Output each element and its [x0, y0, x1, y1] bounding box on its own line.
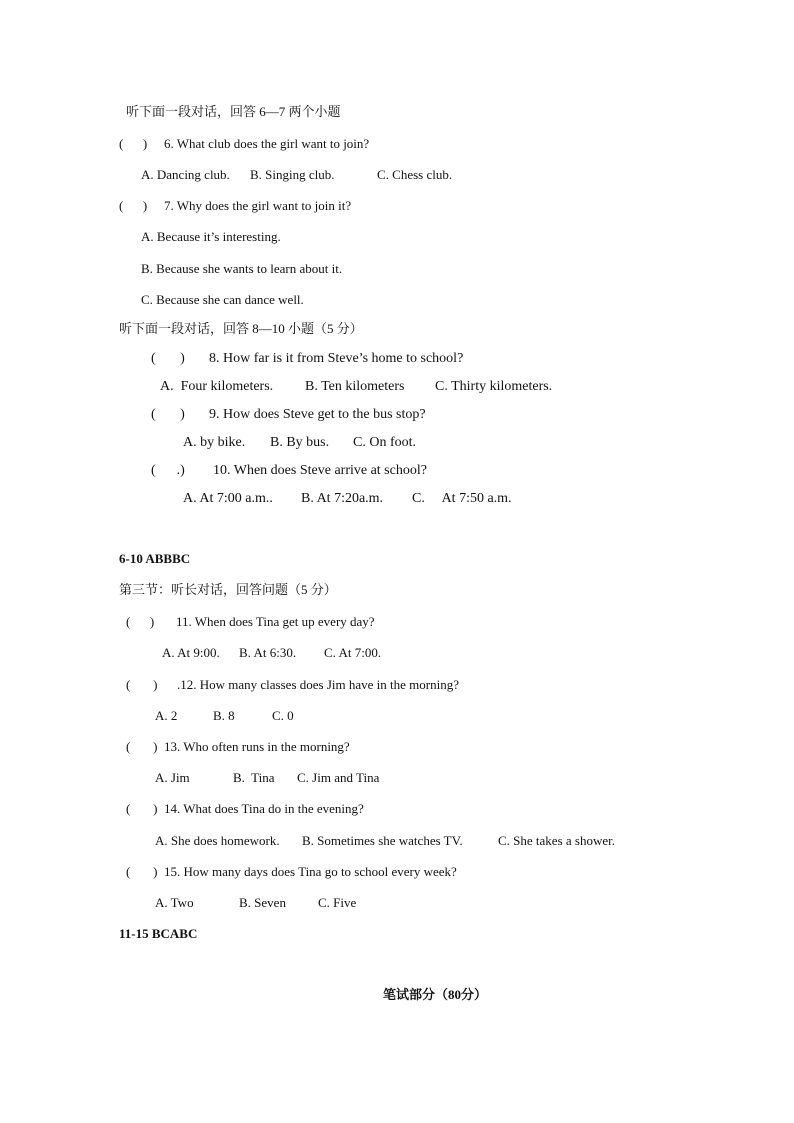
- option-11a: A. At 9:00.: [162, 645, 220, 660]
- answer-key-11-15: 11-15 BCABC: [119, 926, 198, 941]
- option-12c: C. 0: [272, 708, 294, 723]
- option-7c: C. Because she can dance well.: [141, 292, 304, 307]
- option-6a: A. Dancing club.: [141, 167, 230, 182]
- question-13: 13. Who often runs in the morning?: [164, 739, 350, 754]
- question-10: 10. When does Steve arrive at school?: [213, 463, 427, 478]
- option-15a: A. Two: [155, 895, 194, 910]
- option-9c: C. On foot.: [353, 435, 416, 450]
- question-9: 9. How does Steve get to the bus stop?: [209, 407, 426, 422]
- option-15c: C. Five: [318, 895, 357, 910]
- answer-paren-q15: ( ): [126, 864, 158, 879]
- option-8c: C. Thirty kilometers.: [435, 379, 553, 394]
- question-7: 7. Why does the girl want to join it?: [164, 198, 352, 213]
- question-15: 15. How many days does Tina go to school every week?: [164, 864, 457, 879]
- option-12a: A. 2: [155, 708, 178, 723]
- option-10c: C. At 7:50 a.m.: [412, 491, 512, 506]
- answer-paren-q14: ( ): [126, 801, 158, 816]
- option-7b: B. Because she wants to learn about it.: [141, 261, 343, 276]
- answer-paren-q9: ( ): [151, 407, 185, 422]
- answer-paren-q7: ( ): [119, 198, 148, 213]
- option-13a: A. Jim: [155, 770, 190, 785]
- answer-key-6-10: 6-10 ABBBC: [119, 551, 191, 566]
- option-6c: C. Chess club.: [377, 167, 453, 182]
- answer-paren-q12: ( ): [126, 677, 158, 692]
- option-15b: B. Seven: [239, 895, 286, 910]
- section-heading-6-7: 听下面一段对话，回答 6—7 两个小题: [126, 104, 341, 119]
- option-13b: B. Tina: [233, 770, 275, 785]
- question-8: 8. How far is it from Steve’s home to school?: [209, 351, 464, 366]
- section-heading-8-10: 听下面一段对话，回答 8—10 小题（5 分）: [119, 321, 363, 336]
- option-7a: A. Because it’s interesting.: [141, 229, 281, 244]
- option-11b: B. At 6:30.: [239, 645, 297, 660]
- option-8a: A. Four kilometers.: [160, 379, 274, 394]
- option-14a: A. She does homework.: [155, 833, 280, 848]
- option-10b: B. At 7:20a.m.: [301, 491, 384, 506]
- option-11c: C. At 7:00.: [324, 645, 382, 660]
- answer-paren-q6: ( ): [119, 136, 148, 151]
- option-13c: C. Jim and Tina: [297, 770, 380, 785]
- answer-paren-q8: ( ): [151, 351, 185, 366]
- option-14c: C. She takes a shower.: [498, 833, 615, 848]
- option-9a: A. by bike.: [183, 435, 246, 450]
- question-6: 6. What club does the girl want to join?: [164, 136, 370, 151]
- option-12b: B. 8: [213, 708, 235, 723]
- option-6b: B. Singing club.: [250, 167, 335, 182]
- section-heading-part3: 第三节：听长对话，回答问题（5 分）: [119, 582, 337, 597]
- answer-paren-q13: ( ): [126, 739, 158, 754]
- written-part-heading: 笔试部分（80分）: [383, 987, 488, 1002]
- answer-paren-q11: ( ): [126, 614, 155, 629]
- answer-paren-q10: ( .): [151, 463, 185, 478]
- option-8b: B. Ten kilometers: [305, 379, 405, 394]
- option-9b: B. By bus.: [270, 435, 330, 450]
- question-14: 14. What does Tina do in the evening?: [164, 801, 364, 816]
- question-11: 11. When does Tina get up every day?: [176, 614, 375, 629]
- option-14b: B. Sometimes she watches TV.: [302, 833, 463, 848]
- option-10a: A. At 7:00 a.m..: [183, 491, 273, 506]
- question-12: .12. How many classes does Jim have in the morning?: [177, 677, 459, 692]
